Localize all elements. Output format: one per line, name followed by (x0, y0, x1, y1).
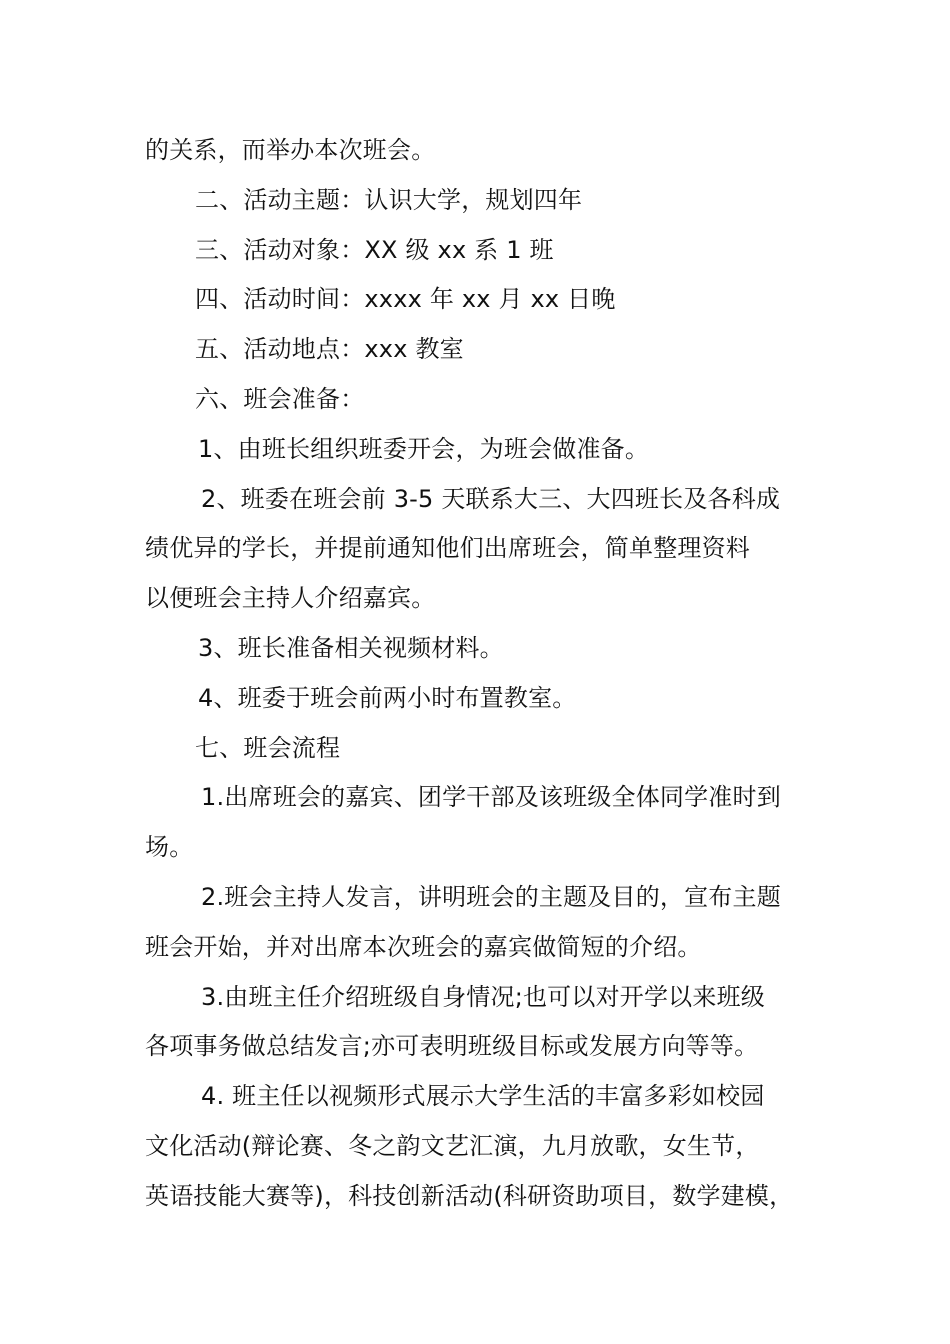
process-step-4: 4. 班主任以视频形式展示大学生活的丰富多彩如校园 (201, 1082, 765, 1111)
paragraph-line: 英语技能大赛等)，科技创新活动(科研资助项目，数学建模， (145, 1181, 794, 1210)
process-step-1: 1.出席班会的嘉宾、团学干部及该班级全体同学准时到 (201, 783, 781, 812)
paragraph-line: 的关系，而举办本次班会。 (145, 136, 436, 164)
paragraph-line: 以便班会主持人介绍嘉宾。 (145, 584, 436, 613)
paragraph-line: 绩优异的学长，并提前通知他们出席班会，简单整理资料 (145, 534, 750, 563)
section-heading-location: 五、活动地点：xxx 教室 (195, 335, 464, 364)
process-step-3: 3.由班主任介绍班级自身情况;也可以对开学以来班级 (201, 982, 765, 1011)
list-item-4: 4、班委于班会前两小时布置教室。 (198, 683, 577, 712)
list-item-2: 2、班委在班会前 3-5 天联系大三、大四班长及各科成 (201, 484, 781, 513)
paragraph-line: 班会开始，并对出席本次班会的嘉宾做简短的介绍。 (145, 932, 702, 961)
section-heading-theme: 二、活动主题：认识大学，规划四年 (195, 185, 583, 214)
process-step-2: 2.班会主持人发言，讲明班会的主题及目的，宣布主题 (201, 882, 781, 911)
paragraph-line: 各项事务做总结发言;亦可表明班级目标或发展方向等等。 (145, 1032, 759, 1061)
list-item-1: 1、由班长组织班委开会，为班会做准备。 (198, 434, 650, 463)
section-heading-preparation: 六、班会准备： (195, 384, 365, 413)
paragraph-line: 场。 (145, 833, 194, 862)
list-item-3: 3、班长准备相关视频材料。 (198, 633, 504, 662)
document-body (145, 126, 815, 1222)
paragraph-line: 文化活动(辩论赛、冬之韵文艺汇演，九月放歌，女生节， (145, 1131, 760, 1160)
section-heading-process: 七、班会流程 (195, 733, 341, 762)
section-heading-time: 四、活动时间：xxxx 年 xx 月 xx 日晚 (195, 285, 616, 314)
section-heading-audience: 三、活动对象：XX 级 xx 系 1 班 (195, 235, 554, 264)
